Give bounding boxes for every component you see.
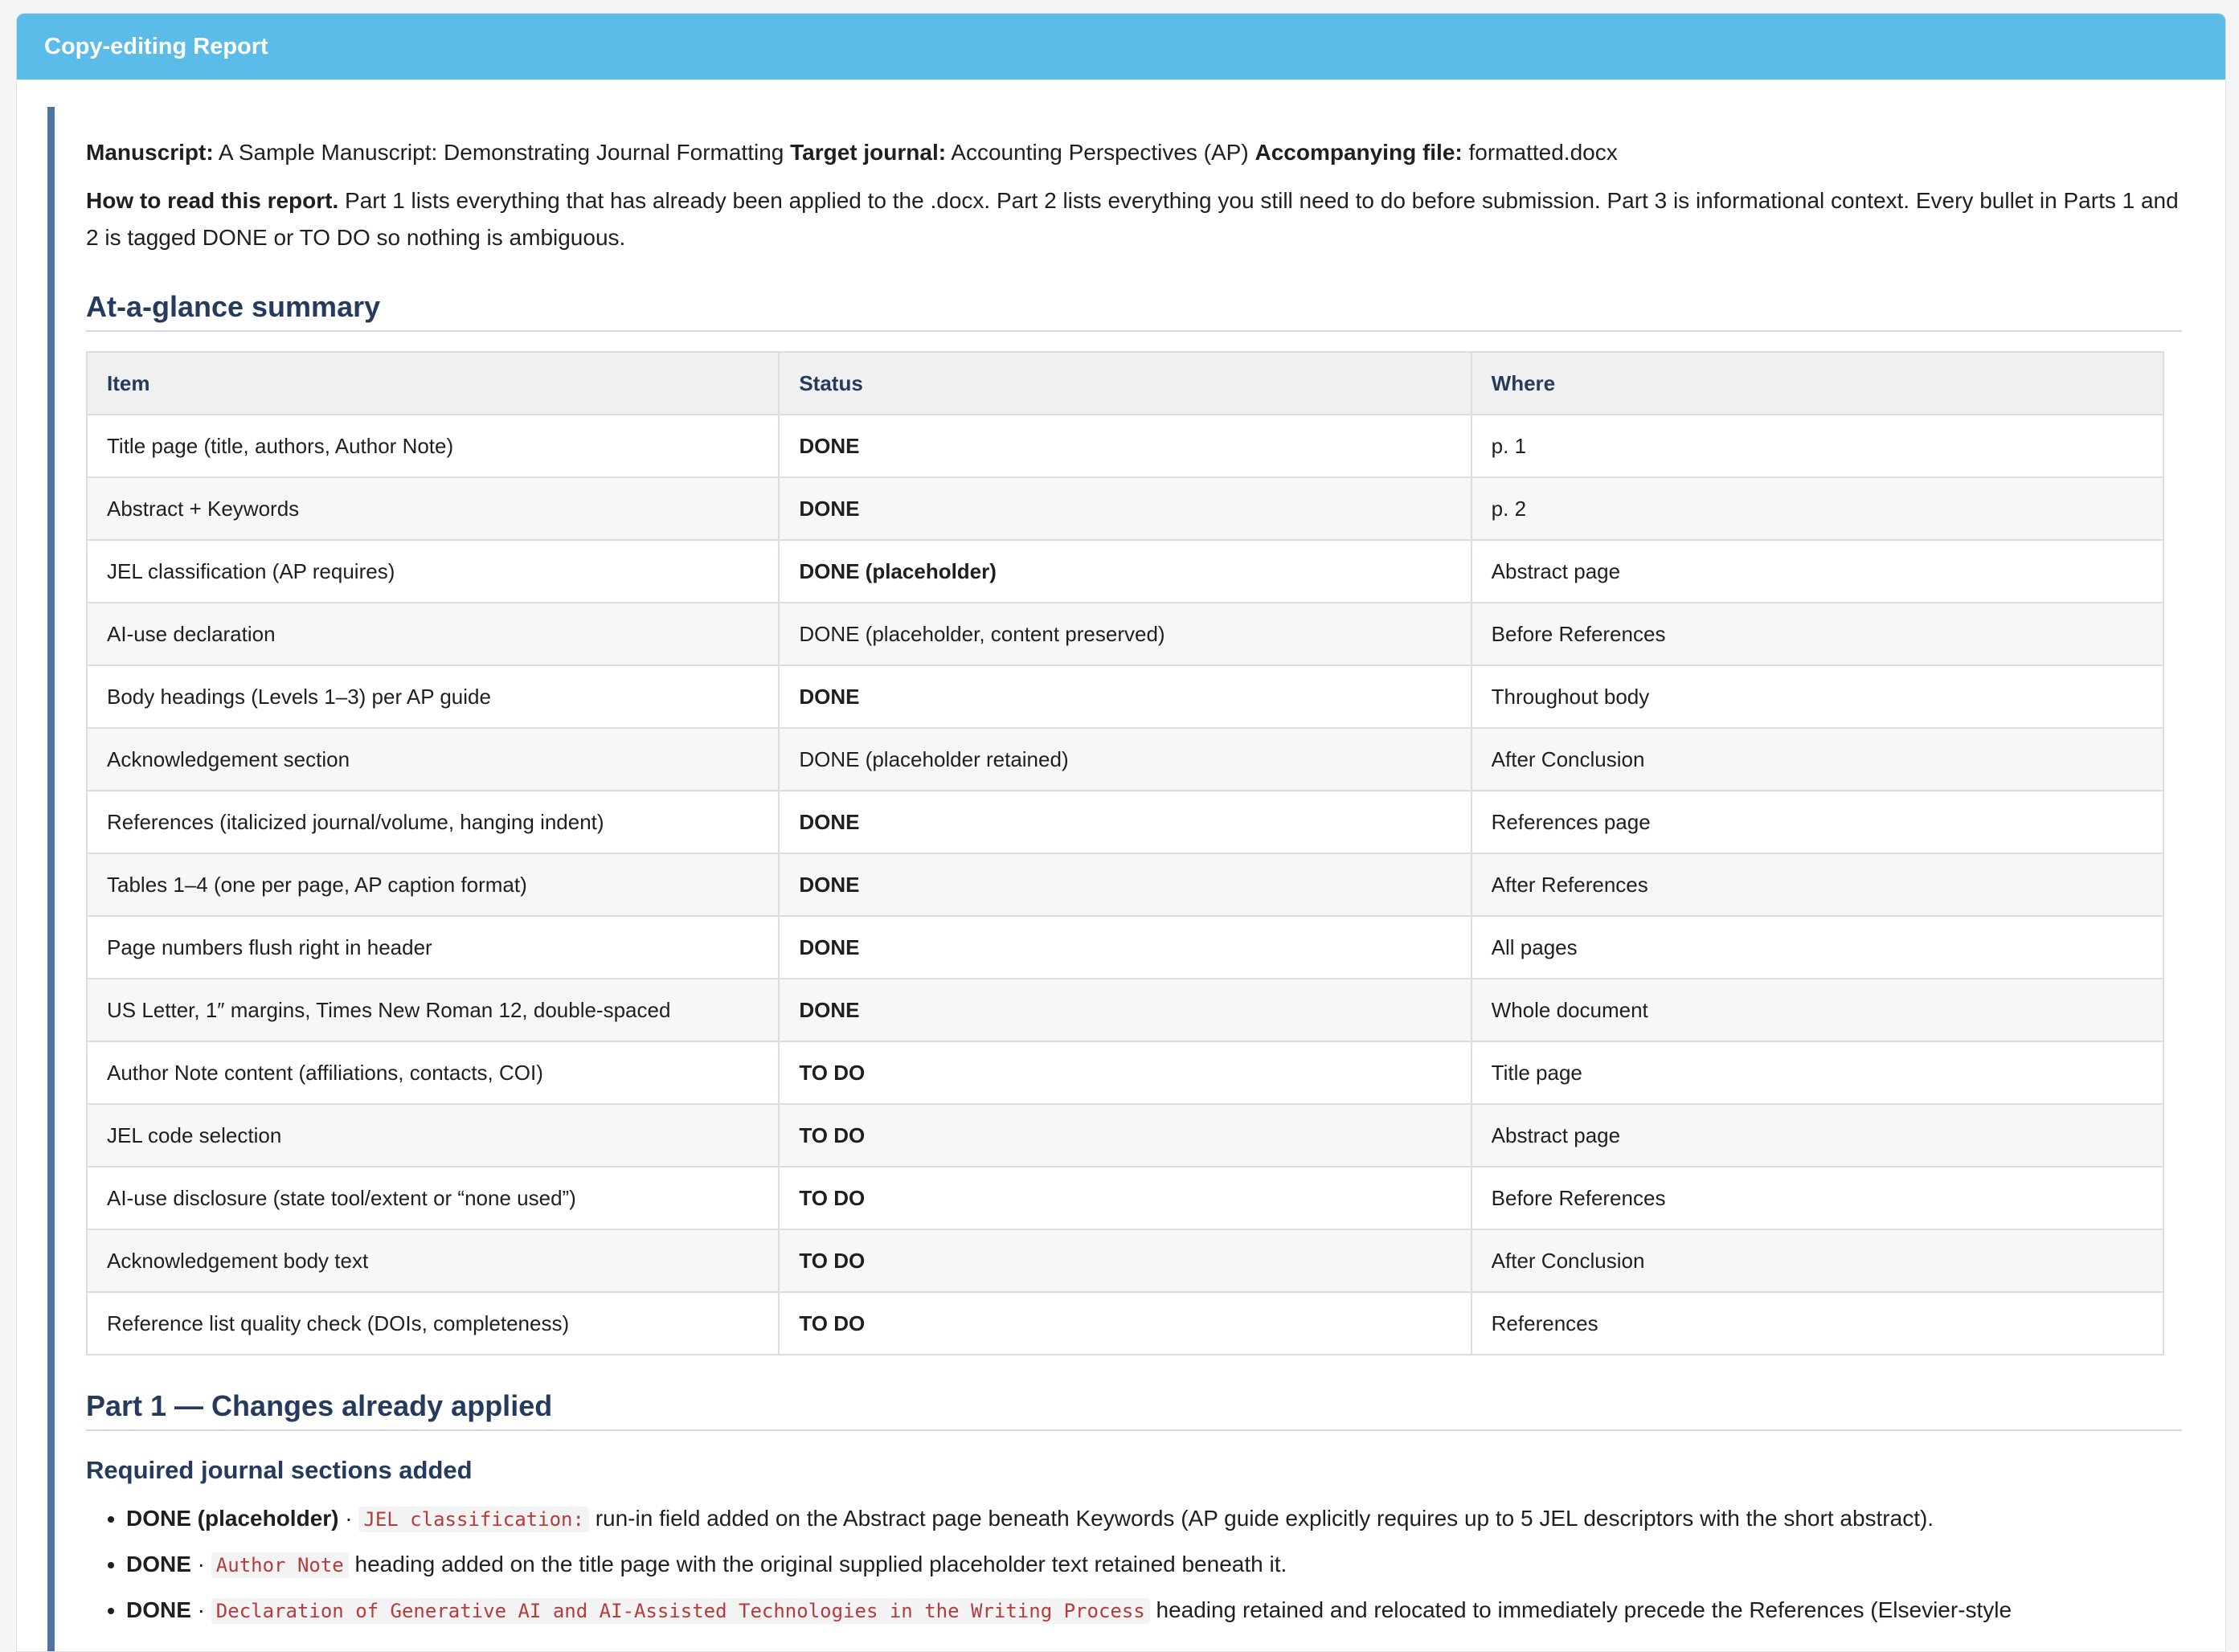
where-cell: After References	[1472, 853, 2163, 916]
manuscript-value: A Sample Manuscript: Demonstrating Journal Formatting	[218, 140, 784, 165]
item-cell: Acknowledgement body text	[87, 1229, 779, 1292]
where-cell: References	[1472, 1292, 2163, 1355]
table-row	[87, 1229, 2163, 1292]
item-cell: Reference list quality check (DOIs, completeness)	[87, 1292, 779, 1355]
column-header-item: Item	[87, 352, 779, 415]
status-cell: TO DO	[779, 1292, 1471, 1355]
bullet-separator: ·	[190, 1552, 211, 1576]
status-cell: DONE	[779, 979, 1471, 1041]
status-cell: DONE (placeholder retained)	[779, 728, 1471, 791]
list-item	[126, 1546, 2182, 1584]
report-content	[86, 134, 2182, 1638]
status-cell: DONE	[779, 665, 1471, 728]
bullet-text: run-in field added on the Abstract page beneath Keywords (AP guide explicitly requires up to 5 JEL descriptors with the short abstract).	[588, 1506, 1934, 1531]
status-cell: DONE	[779, 916, 1471, 979]
table-row	[87, 916, 2163, 979]
table-row	[87, 540, 2163, 603]
journal-value: Accounting Perspectives (AP)	[951, 140, 1249, 165]
table-row	[87, 1104, 2163, 1167]
table-row	[87, 665, 2163, 728]
how-to-label: How to read this report.	[86, 188, 339, 213]
where-cell: Abstract page	[1472, 540, 2163, 603]
table-row	[87, 1167, 2163, 1229]
report-panel	[16, 13, 2226, 1652]
column-header-status: Status	[779, 352, 1471, 415]
status-cell: TO DO	[779, 1104, 1471, 1167]
where-cell: Whole document	[1472, 979, 2163, 1041]
bullet-separator: ·	[338, 1506, 359, 1531]
file-label: Accompanying file:	[1255, 140, 1463, 165]
item-cell: AI-use declaration	[87, 603, 779, 665]
item-cell: JEL code selection	[87, 1104, 779, 1167]
item-cell: Abstract + Keywords	[87, 477, 779, 540]
table-row	[87, 853, 2163, 916]
list-item	[126, 1592, 2182, 1630]
table-row	[87, 1292, 2163, 1355]
manuscript-label: Manuscript:	[86, 140, 214, 165]
part1-heading: Part 1 — Changes already applied	[86, 1388, 2182, 1431]
column-header-where: Where	[1472, 352, 2163, 415]
table-row	[87, 603, 2163, 665]
item-cell: Tables 1–4 (one per page, AP caption format)	[87, 853, 779, 916]
bullet-code: JEL classification:	[358, 1507, 589, 1532]
item-cell: References (italicized journal/volume, hanging indent)	[87, 791, 779, 853]
table-row	[87, 1041, 2163, 1104]
status-cell: DONE	[779, 415, 1471, 477]
item-cell: Author Note content (affiliations, contacts, COI)	[87, 1041, 779, 1104]
item-cell: Acknowledgement section	[87, 728, 779, 791]
summary-body	[87, 415, 2163, 1355]
status-cell: DONE (placeholder, content preserved)	[779, 603, 1471, 665]
bullet-text: heading retained and relocated to immediately precede the References (Elsevier-style	[1149, 1597, 2012, 1622]
summary-header-row	[87, 352, 2163, 415]
item-cell: JEL classification (AP requires)	[87, 540, 779, 603]
item-cell: Body headings (Levels 1–3) per AP guide	[87, 665, 779, 728]
report-header	[17, 14, 2225, 80]
bullet-text: heading added on the title page with the original supplied placeholder text retained beneath it.	[348, 1552, 1287, 1576]
bullet-separator: ·	[190, 1597, 211, 1622]
where-cell: After Conclusion	[1472, 728, 2163, 791]
where-cell: p. 1	[1472, 415, 2163, 477]
how-to-text: Part 1 lists everything that has already been applied to the .docx. Part 2 lists everything you still need to do before submission. Part 3 is informational context. Every bullet in Parts 1 and 2 is tagged DONE or TO DO so nothing is ambiguous.	[86, 188, 2179, 250]
table-row	[87, 979, 2163, 1041]
where-cell: After Conclusion	[1472, 1229, 2163, 1292]
where-cell: Abstract page	[1472, 1104, 2163, 1167]
meta-line	[86, 134, 2182, 171]
where-cell: p. 2	[1472, 477, 2163, 540]
summary-heading: At-a-glance summary	[86, 288, 2182, 332]
table-row	[87, 728, 2163, 791]
item-cell: Title page (title, authors, Author Note)	[87, 415, 779, 477]
item-cell: US Letter, 1″ margins, Times New Roman 12, double-spaced	[87, 979, 779, 1041]
item-cell: Page numbers flush right in header	[87, 916, 779, 979]
table-row	[87, 791, 2163, 853]
list-item	[126, 1500, 2182, 1538]
status-cell: TO DO	[779, 1041, 1471, 1104]
report-title: Copy-editing Report	[44, 33, 268, 59]
where-cell: Throughout body	[1472, 665, 2163, 728]
summary-table	[86, 351, 2164, 1356]
journal-label: Target journal:	[790, 140, 947, 165]
where-cell: Before References	[1472, 603, 2163, 665]
part1-subheading: Required journal sections added	[86, 1456, 473, 1484]
status-cell: TO DO	[779, 1229, 1471, 1292]
accent-bar	[47, 107, 55, 1652]
table-row	[87, 477, 2163, 540]
bullet-tag: DONE	[126, 1597, 191, 1622]
status-cell: DONE	[779, 791, 1471, 853]
bullet-code: Declaration of Generative AI and AI-Assisted Technologies in the Writing Process	[211, 1598, 1150, 1624]
table-row	[87, 415, 2163, 477]
where-cell: Title page	[1472, 1041, 2163, 1104]
part1-bullet-list	[86, 1500, 2182, 1630]
where-cell: Before References	[1472, 1167, 2163, 1229]
where-cell: All pages	[1472, 916, 2163, 979]
bullet-tag: DONE (placeholder)	[126, 1506, 339, 1531]
item-cell: AI-use disclosure (state tool/extent or “none used”)	[87, 1167, 779, 1229]
where-cell: References page	[1472, 791, 2163, 853]
status-cell: DONE	[779, 477, 1471, 540]
how-to-read	[86, 182, 2182, 256]
file-value: formatted.docx	[1468, 140, 1618, 165]
bullet-tag: DONE	[126, 1552, 191, 1576]
bullet-code: Author Note	[211, 1552, 349, 1578]
status-cell: TO DO	[779, 1167, 1471, 1229]
status-cell: DONE	[779, 853, 1471, 916]
status-cell: DONE (placeholder)	[779, 540, 1471, 603]
